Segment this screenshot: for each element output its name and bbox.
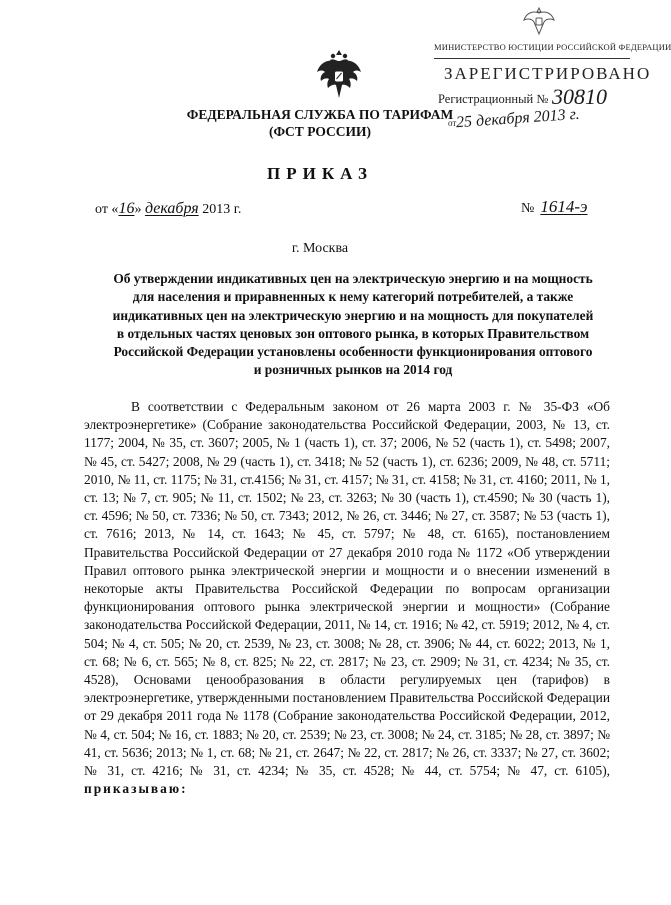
order-date-mid: » — [134, 202, 142, 217]
order-number-value: 1614-э — [540, 197, 588, 216]
stamp-eagle-emblem-icon — [520, 4, 558, 38]
order-number-label: № — [521, 201, 535, 216]
order-heading: Об утверждении индикативных цен на электрическую энергию и на мощность для населения и приравненных к нему категорий потребителей, а также индикативных цен на электрическую энергию и на мощность для покупателей в отдельных частях ценовых зон оптового рынка, в которых Правительством Российской Федерации установлены особенности функционирования оптового и розничных рынков на 2014 год — [112, 271, 594, 378]
order-body-text: В соответствии с Федеральным законом от 26 марта 2003 г. № 35-ФЗ «Об электроэнергетике» (Собрание законодательства Российской Федерации, 2003, № 13, ст. 1177; 2004, № 35, ст. 3607; 2005, № 1 (часть 1), ст. 37; 2006, № 52 (часть 1), ст. 5498; 2007, № 45, ст. 5427; 2008, № 29 (часть 1), ст. 3418; № 52 (часть 1), ст. 6236; 2009, № 48, ст. 5711; 2010, № 11, ст. 1175; № 31, ст.4156; № 31, ст. 4157; № 31, ст. 4158; № 31, ст. 4160; 2011, № 1, ст. 13; № 7, ст. 905; № 11, ст. 1502; № 23, ст. 3263; № 30 (часть 1), ст.4590; № 30 (часть 1), ст. 4596; № 50, ст. 7336; № 50, ст. 7343; 2012, № 26, ст. 3446; № 27, ст. 3587; № 53 (часть 1), ст. 7616; 2013, № 14, ст. 1643; № 45, ст. 5797; № 48, ст. 6165), постановлением Правительства Российской Федерации от 27 декабря 2010 года № 1172 «Об утверждении Правил оптового рынка электрической энергии и мощности и о внесении изменений в некоторые акты Правительства Российской Федерации по вопросам организации функционирования оптового рынка электрической энергии и мощности» (Собрание законодательства Российской Федерации, 2011, № 14, ст. 1916; № 42, ст. 5919; 2012, № 4, ст. 504; № 4, ст. 505; № 20, ст. 2539, № 23, ст. 3008; № 28, ст. 3906; № 44, ст. 6022; 2013, № 1, ст. 68; № 6, ст. 565; № 8, ст. 825; № 22, ст. 2817; № 23, ст. 2909; № 31, ст. 4234; № 35, ст. 4528), Основами ценообразования в области регулируемых цен (тарифов) в электроэнергетике, утвержденными постановлением Правительства Российской Федерации от 29 декабря 2011 года № 1178 (Собрание законодательства Российской Федерации, 2012, № 4, ст. 504; № 16, ст. 1883; № 20, ст. 2539; № 23, ст. 3008; № 24, ст. 3185; № 28, ст. 3897; № 41, ст. 5636; 2013; № 1, ст. 68; № 21, ст. 2647; № 22, ст. 2817; № 26, ст. 3337; № 27, ст. 3602; № 31, ст. 4216; № 31, ст. 4234; № 35, ст. 4528; № 44, ст. 5754; № 47, ст. 6105), — [84, 399, 610, 779]
order-date-month: декабря — [144, 200, 199, 217]
order-date-day: 16 — [118, 200, 135, 217]
stamp-ministry-text: МИНИСТЕРСТВО ЮСТИЦИИ РОССИЙСКОЙ ФЕДЕРАЦИИ — [434, 42, 671, 52]
order-directive: приказываю: — [84, 781, 188, 797]
order-date-year: 2013 г. — [202, 202, 242, 217]
order-date-prefix: от « — [95, 202, 119, 217]
stamp-registration-date: 25 декабря 2013 г. — [455, 105, 581, 132]
stamp-registration-number: 30810 — [552, 84, 607, 109]
stamp-registered-text: ЗАРЕГИСТРИРОВАНО — [444, 64, 652, 83]
document-title: ПРИКАЗ — [267, 164, 373, 183]
agency-name: ФЕДЕРАЛЬНАЯ СЛУЖБА ПО ТАРИФАМ — [186, 107, 454, 122]
agency-header — [0, 106, 640, 140]
order-date — [95, 200, 241, 218]
coat-of-arms-icon — [316, 48, 362, 100]
stamp-registration-label: Регистрационный № — [438, 92, 549, 106]
order-number — [521, 197, 588, 217]
order-body — [84, 398, 610, 798]
stamp-divider — [434, 58, 630, 59]
city-name: г. Москва — [291, 241, 349, 256]
stamp-date-prefix: от — [448, 118, 457, 128]
agency-abbreviation: (ФСТ РОССИИ) — [268, 124, 372, 139]
